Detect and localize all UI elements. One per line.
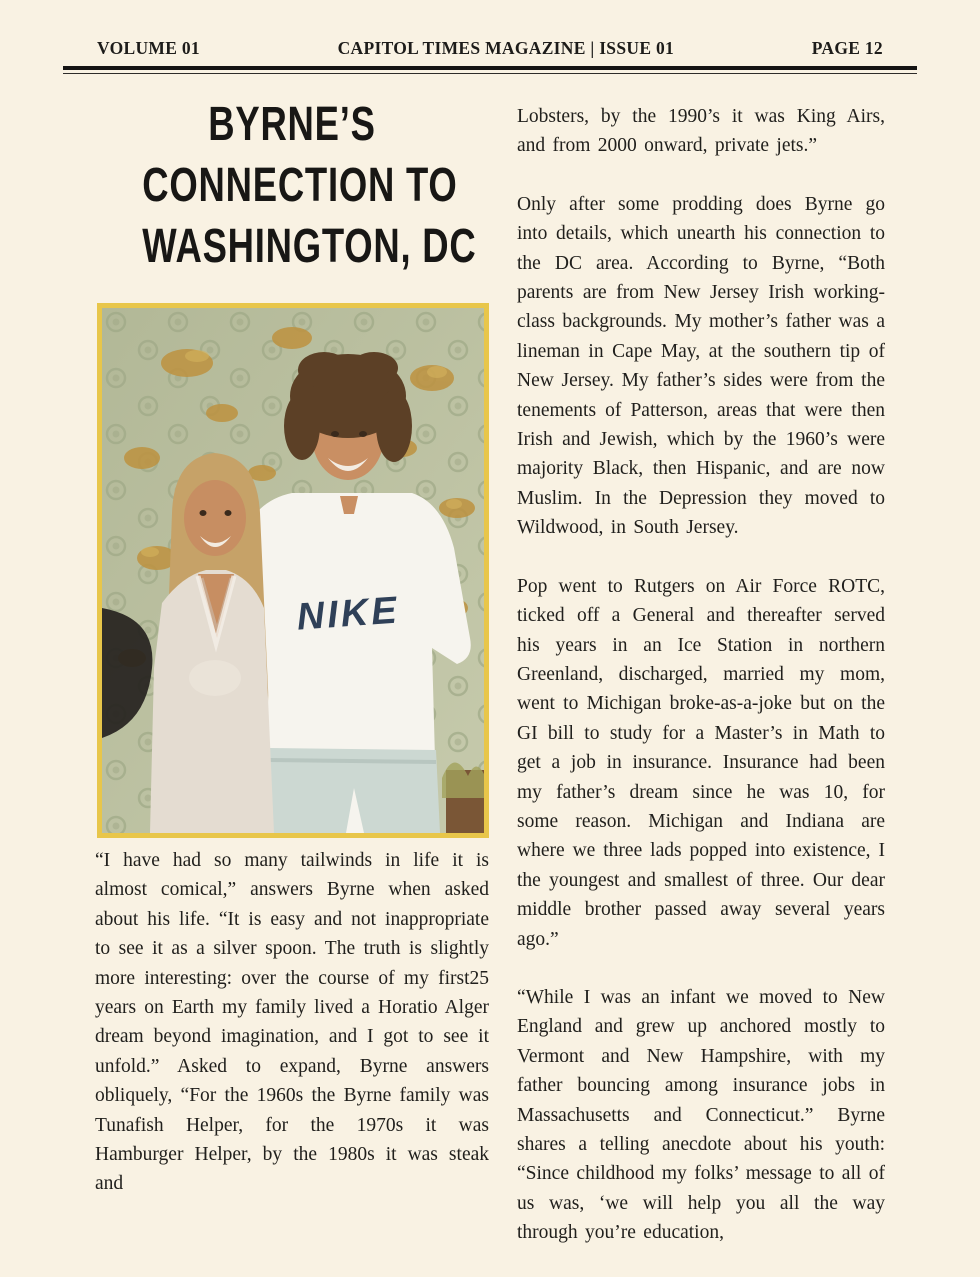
headline-line-2: CONNECTION TO [142, 159, 458, 212]
article-paragraph-left-1: “I have had so many tailwinds in life it is almost comical,” answers Byrne when asked about his life. “It is easy and not inappropriate to see it as a silver spoon. The truth is slightly more interesting: over the course of my first25 years on Earth my family lived a Horatio Alger dream beyond imagination, and I got to see it unfold.” Asked to expand, Byrne answers obliquely, “For the 1960s the Byrne family was Tunafish Helper, for the 1970s it was Hamburger Helper, by the 1980s it was steak and [95, 850, 489, 1195]
article-paragraph-right-1: Lobsters, by the 1990’s it was King Airs, and from 2000 onward, private jets.” [517, 106, 885, 157]
article-headline [142, 94, 477, 277]
article-paragraph-right-3: Pop went to Rutgers on Air Force ROTC, ticked off a General and thereafter served his years in an Ice Station in northern Greenland, discharged, married my mom, went to Michigan broke-as-a-joke but on the GI bill to study for a Master’s in Math to get a job in insurance. Insurance had been my father’s dream since he was 10, for some reason. Michigan and Indiana are where we three lads popped into existence, I the youngest and smallest of three. Our dear middle brother passed away several years ago.” [517, 575, 885, 950]
headline-line-3: WASHINGTON, DC [142, 220, 477, 273]
right-column [517, 102, 885, 1277]
page-number-label: PAGE 12 [811, 38, 883, 58]
article-photo [97, 303, 489, 838]
headline-line-1: BYRNE’S [208, 98, 376, 151]
left-column [95, 846, 489, 1199]
photo-illustration [102, 308, 484, 833]
article-paragraph-right-4: “While I was an infant we moved to New England and grew up anchored mostly to Vermont and New Hampshire, with my father bouncing among insurance jobs in Massachusetts and Connecticut.” Byrne shares a telling anecdote about his youth: “Since childhood my folks’ message to all of us was, ‘we will help you all the way through you’re education, [517, 986, 885, 1244]
furniture-shape [442, 762, 484, 833]
article-paragraph-right-2: Only after some prodding does Byrne go into details, which unearth his connection to the DC area. According to Byrne, “Both parents are from New Jersey Irish working-class backgrounds. My mother’s father was a lineman in Cape May, at the southern tip of New Jersey. My father’s sides were from the tenements of Patterson, areas that were then Irish and Jewish, which by the 1960’s were majority Black, then Hispanic, and are now Muslim. In the Depression they moved to Wildwood, in South Jersey. [517, 193, 885, 539]
header-divider-rule [63, 66, 917, 74]
nike-logo-text: NIKE [295, 589, 401, 639]
volume-label: VOLUME 01 [97, 38, 200, 58]
masthead-title: CAPITOL TIMES MAGAZINE | ISSUE 01 [337, 38, 675, 58]
page-header [63, 38, 917, 59]
